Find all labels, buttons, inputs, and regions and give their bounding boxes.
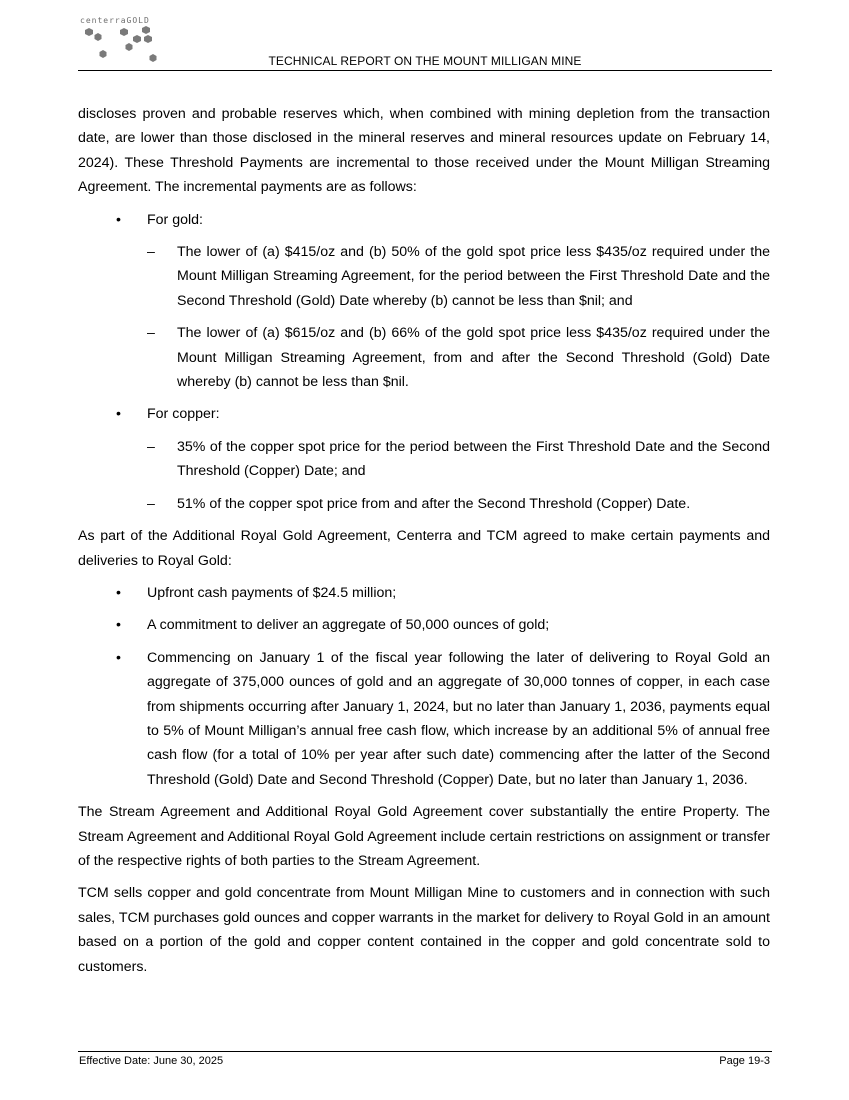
bullet-icon: • [116, 211, 121, 228]
list-item [147, 492, 770, 516]
list-item [78, 646, 770, 792]
bullet-icon: • [116, 406, 121, 423]
gold-label: For gold: [147, 211, 203, 228]
gold-item-text: The lower of (a) $415/oz and (b) 50% of the gold spot price less $435/oz required under the Mount Milligan Streaming Agreement, for the period between the First Threshold Date and the Second Threshold (Gold) Date whereby (b) cannot be less than $nil; and [177, 244, 770, 309]
list-item [147, 435, 770, 484]
copper-label: For copper: [147, 406, 220, 423]
incremental-payments-list [78, 208, 770, 516]
delivery-item-text: Commencing on January 1 of the fiscal year following the later of delivering to Royal Gold an aggregate of 375,000 ounces of gold and an aggregate of 30,000 tonnes of copper, in each case from shipments occurring after January 1, 2024, but no later than January 1, 2036, payments equal to 5% of Mount Milligan’s annual free cash flow, which increase by an additional 5% of annual free cash flow (for a total of 10% per year after such date) commencing after the latter of the Second Threshold (Gold) Date and Second Threshold (Copper) Date, but no later than January 1, 2036. [147, 649, 770, 788]
copper-item-text: 35% of the copper spot price for the period between the First Threshold Date and the Second Threshold (Copper) Date; and [177, 438, 770, 480]
paragraph-threshold-payments: discloses proven and probable reserves which, when combined with mining depletion from the transaction date, are lower than those disclosed in the mineral reserves and mineral resources update on February 14, 2024). These Threshold Payments are incremental to those received under the Mount Milligan Streaming Agreement. The incremental payments are as follows: [78, 106, 770, 196]
dash-icon: – [147, 438, 155, 455]
paragraph-tcm-sales: TCM sells copper and gold concentrate from Mount Milligan Mine to customers and in connection with such sales, TCM purchases gold ounces and copper warrants in the market for delivery to Royal Gold in an amount based on a portion of the gold and copper content contained in the copper and gold concentrate sold to customers. [78, 885, 770, 975]
dash-icon: – [147, 325, 155, 342]
dash-icon: – [147, 244, 155, 261]
logo-wordmark: centerraGOLD [80, 16, 150, 25]
page-number: Page 19-3 [719, 1055, 770, 1067]
footer-divider [78, 1051, 772, 1052]
header-divider [78, 70, 772, 71]
body-content [78, 102, 770, 987]
gold-item-text: The lower of (a) $615/oz and (b) 66% of the gold spot price less $435/oz required under the Mount Milligan Streaming Agreement, from and after the Second Threshold (Gold) Date whereby (b) cannot be less than $nil. [177, 325, 770, 391]
copper-item-text: 51% of the copper spot price from and after the Second Threshold (Copper) Date. [177, 495, 691, 512]
list-item [78, 613, 770, 637]
bullet-icon: • [116, 617, 121, 634]
copper-sublist [147, 435, 770, 516]
paragraph-additional-agreement: As part of the Additional Royal Gold Agreement, Centerra and TCM agreed to make certain payments and deliveries to Royal Gold: [78, 528, 770, 569]
bullet-icon: • [116, 649, 121, 666]
list-item [78, 581, 770, 605]
report-title: TECHNICAL REPORT ON THE MOUNT MILLIGAN MINE [268, 54, 582, 68]
list-item-copper [78, 402, 770, 516]
list-item [147, 321, 770, 394]
list-item-gold [78, 208, 770, 395]
gold-sublist [147, 240, 770, 394]
bullet-icon: • [116, 584, 121, 601]
dash-icon: – [147, 495, 155, 512]
paragraph-stream-agreement: The Stream Agreement and Additional Royal Gold Agreement cover substantially the entire Property. The Stream Agreement and Additional Royal Gold Agreement include certain restrictions on assignment or transfer of the respective rights of both parties to the Stream Agreement. [78, 804, 770, 869]
deliveries-list [78, 581, 770, 792]
delivery-item-text: Upfront cash payments of $24.5 million; [147, 584, 397, 601]
list-item [147, 240, 770, 313]
effective-date: Effective Date: June 30, 2025 [79, 1055, 224, 1067]
delivery-item-text: A commitment to deliver an aggregate of 50,000 ounces of gold; [147, 617, 550, 634]
